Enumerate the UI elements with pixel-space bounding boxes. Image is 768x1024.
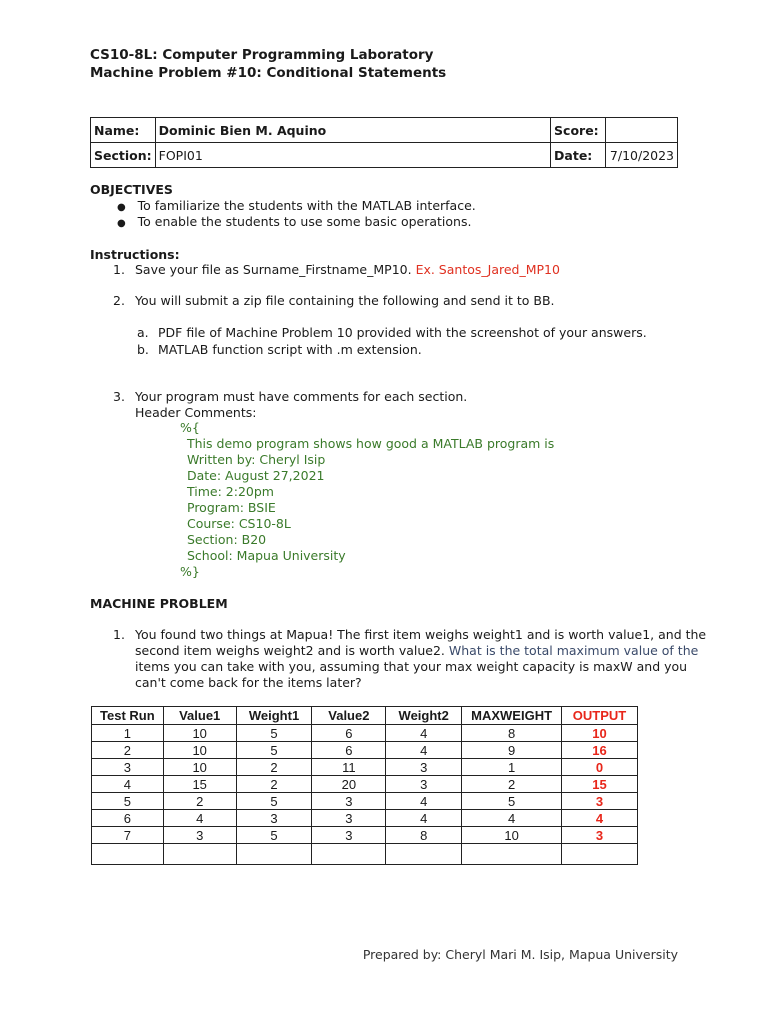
step-2-num: 2. <box>113 293 125 308</box>
bullet-icon: ● <box>117 218 126 229</box>
objective-item: ● To enable the students to use some basic operations. <box>117 214 472 229</box>
comment-close: %} <box>180 564 200 579</box>
comment-line: Section: B20 <box>187 532 267 547</box>
objective-item: ● To familiarize the students with the MATLAB interface. <box>117 198 476 213</box>
comment-line: Written by: Cheryl Isip <box>187 452 326 467</box>
table-header-row <box>92 707 638 725</box>
section-value: FOPI01 <box>155 143 550 168</box>
problem-line: items you can take with you, assuming that your max weight capacity is maxW and you <box>135 659 688 674</box>
header-comments-label: Header Comments: <box>135 405 257 420</box>
name-label: Name: <box>91 118 156 143</box>
info-row-section <box>91 143 678 168</box>
step-2a-num: a. <box>137 325 149 340</box>
mp-title: Machine Problem #10: Conditional Statements <box>90 65 447 81</box>
comment-line: Course: CS10-8L <box>187 516 291 531</box>
info-row-name <box>91 118 678 143</box>
table-row: 7 3 5 3 8 10 3 <box>92 827 638 844</box>
table-row: 5 2 5 3 4 5 3 <box>92 793 638 810</box>
section-label: Section: <box>91 143 156 168</box>
comment-line: Program: BSIE <box>187 500 276 515</box>
score-value <box>605 118 677 143</box>
step-3: Your program must have comments for each section. <box>135 389 468 404</box>
score-label: Score: <box>551 118 606 143</box>
table-row: 4 15 2 20 3 2 15 <box>92 776 638 793</box>
step-2b: MATLAB function script with .m extension. <box>158 342 422 357</box>
test-run-table <box>91 706 638 865</box>
problem-line: can't come back for the items later? <box>135 675 362 690</box>
file-name-example: Ex. Santos_Jared_MP10 <box>415 262 560 277</box>
header-test-run: Test Run <box>92 707 164 725</box>
date-label: Date: <box>551 143 606 168</box>
step-3-num: 3. <box>113 389 125 404</box>
table-row: 3 10 2 11 3 1 0 <box>92 759 638 776</box>
step-2a: PDF file of Machine Problem 10 provided with the screenshot of your answers. <box>158 325 647 340</box>
table-row-empty <box>92 844 638 865</box>
problem-line: You found two things at Mapua! The first item weighs weight1 and is worth value1, and the <box>135 627 707 642</box>
comment-line: This demo program shows how good a MATLAB program is <box>187 436 555 451</box>
problem-line: second item weighs weight2 and is worth value2. What is the total maximum value of the <box>135 643 699 658</box>
header-weight2: Weight2 <box>386 707 462 725</box>
problem-num: 1. <box>113 627 125 642</box>
bullet-icon: ● <box>117 202 126 213</box>
course-title: CS10-8L: Computer Programming Laboratory <box>90 47 434 63</box>
table-row: 6 4 3 3 4 4 4 <box>92 810 638 827</box>
step-1: Save your file as Surname_Firstname_MP10. Ex. Santos_Jared_MP10 <box>135 262 560 277</box>
table-row: 2 10 5 6 4 9 16 <box>92 742 638 759</box>
header-output: OUTPUT <box>562 707 638 725</box>
name-value: Dominic Bien M. Aquino <box>155 118 550 143</box>
header-value2: Value2 <box>312 707 386 725</box>
step-2b-num: b. <box>137 342 149 357</box>
header-maxweight: MAXWEIGHT <box>462 707 562 725</box>
machine-problem-title: MACHINE PROBLEM <box>90 596 228 611</box>
prepared-by: Prepared by: Cheryl Mari M. Isip, Mapua University <box>362 947 678 962</box>
table-row: 1 10 5 6 4 8 10 <box>92 725 638 742</box>
header-weight1: Weight1 <box>236 707 312 725</box>
header-value1: Value1 <box>163 707 236 725</box>
info-table <box>90 117 678 168</box>
comment-line: Date: August 27,2021 <box>187 468 325 483</box>
comment-line: School: Mapua University <box>187 548 346 563</box>
date-value: 7/10/2023 <box>605 143 677 168</box>
step-1-num: 1. <box>113 262 125 277</box>
objectives-title: OBJECTIVES <box>90 182 173 197</box>
comment-line: Time: 2:20pm <box>187 484 274 499</box>
step-2: You will submit a zip file containing the following and send it to BB. <box>135 293 555 308</box>
comment-open: %{ <box>180 420 200 435</box>
instructions-title: Instructions: <box>90 247 180 262</box>
